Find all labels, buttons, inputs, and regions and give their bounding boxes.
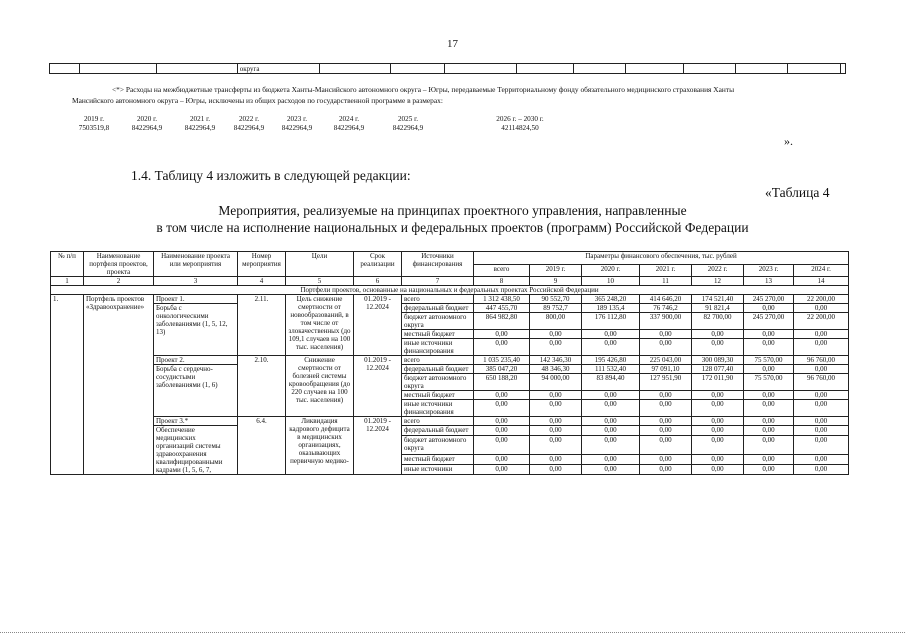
- funding-amount: 0,00: [474, 391, 530, 400]
- funding-amount: 176 112,80: [582, 313, 640, 330]
- project-name: Проект 1.: [154, 295, 238, 304]
- year-label: 2019 г.: [83, 115, 105, 123]
- funding-amount: 0,00: [474, 426, 530, 436]
- header-goals: Цели: [286, 252, 354, 277]
- funding-amount: 82 700,00: [692, 313, 744, 330]
- year-value-item: [72, 115, 116, 133]
- funding-amount: 0,00: [692, 330, 744, 339]
- year-value-item: [275, 115, 319, 133]
- header-params: Параметры финансового обеспечения, тыс. рублей: [474, 252, 849, 265]
- column-number: 8: [474, 277, 530, 286]
- column-number: 4: [238, 277, 286, 286]
- funding-amount: 0,00: [744, 391, 794, 400]
- column-number: 11: [640, 277, 692, 286]
- funding-amount: 0,00: [474, 339, 530, 356]
- funding-amount: 0,00: [640, 339, 692, 356]
- funding-amount: 0,00: [582, 391, 640, 400]
- funding-amount: 0,00: [744, 400, 794, 417]
- year-amount: 8422964,9: [333, 124, 365, 132]
- funding-amount: 0,00: [794, 426, 849, 436]
- measure-term: 01.2019 - 12.2024: [354, 295, 402, 356]
- funding-amount: 0,00: [744, 454, 794, 464]
- funding-amount: 245 270,00: [744, 295, 794, 304]
- funding-amount: 189 135,4: [582, 304, 640, 313]
- funding-source: иные источники финансирования: [402, 400, 474, 417]
- column-number: 12: [692, 277, 744, 286]
- funding-amount: 0,00: [530, 339, 582, 356]
- project-name: Проект 3.*: [154, 417, 238, 426]
- year-value-item: [227, 115, 271, 133]
- measure-term: 01.2019 - 12.2024: [354, 356, 402, 417]
- funding-amount: 89 752,7: [530, 304, 582, 313]
- funding-amount: 300 089,30: [692, 356, 744, 365]
- funding-amount: 365 248,20: [582, 295, 640, 304]
- funding-amount: 800,00: [530, 313, 582, 330]
- funding-amount: 864 982,80: [474, 313, 530, 330]
- row-number: 1.: [51, 295, 84, 475]
- funding-amount: 96 760,00: [794, 356, 849, 365]
- funding-amount: 0,00: [640, 436, 692, 455]
- header-sources: Источники финансирования: [402, 252, 474, 277]
- funding-amount: 0,00: [794, 436, 849, 455]
- funding-source: всего: [402, 295, 474, 304]
- funding-amount: 0,00: [794, 304, 849, 313]
- funding-amount: 0,00: [582, 464, 640, 474]
- funding-amount: 96 760,00: [794, 374, 849, 391]
- year-amount: 42114824,50: [501, 124, 539, 132]
- closing-quote: ».: [784, 134, 793, 148]
- funding-amount: 0,00: [530, 464, 582, 474]
- funding-source: федеральный бюджет: [402, 426, 474, 436]
- column-number-row: [51, 277, 849, 286]
- header-number: Номер мероприятия: [238, 252, 286, 277]
- funding-amount: 0,00: [794, 454, 849, 464]
- year-amount: 8422964,9: [281, 124, 313, 132]
- funding-amount: 0,00: [744, 304, 794, 313]
- finance-row: [51, 356, 849, 365]
- funding-amount: 0,00: [692, 400, 744, 417]
- funding-amount: 0,00: [692, 464, 744, 474]
- funding-amount: 0,00: [474, 436, 530, 455]
- year-amount: 8422964,9: [184, 124, 216, 132]
- year-label: 2026 г. – 2030 г.: [496, 115, 544, 123]
- funding-amount: 0,00: [692, 391, 744, 400]
- funding-amount: 0,00: [530, 417, 582, 426]
- table-title-line-2: в том числе на исполнение национальных и федеральных проектов (программ) Российской Федерации: [156, 220, 749, 235]
- funding-amount: 48 346,30: [530, 365, 582, 374]
- header-2024: 2024 г.: [794, 264, 849, 277]
- year-label: 2025 г.: [397, 115, 419, 123]
- funding-source: иные источники финансирования: [402, 339, 474, 356]
- funding-amount: 0,00: [744, 339, 794, 356]
- funding-amount: 0,00: [692, 454, 744, 464]
- funding-amount: 337 900,00: [640, 313, 692, 330]
- funding-amount: 447 455,70: [474, 304, 530, 313]
- funding-amount: 0,00: [582, 426, 640, 436]
- project-name: Проект 2.: [154, 356, 238, 365]
- column-number: 13: [744, 277, 794, 286]
- funding-amount: 0,00: [530, 426, 582, 436]
- funding-amount: 174 521,40: [692, 295, 744, 304]
- year-value-item: [125, 115, 169, 133]
- year-label: 2020 г.: [136, 115, 158, 123]
- finance-row: [51, 304, 849, 313]
- column-number: 7: [402, 277, 474, 286]
- funding-amount: 0,00: [582, 339, 640, 356]
- funding-amount: 0,00: [640, 400, 692, 417]
- funding-amount: 1 312 438,50: [474, 295, 530, 304]
- column-number: 14: [794, 277, 849, 286]
- table-title-line-1: Мероприятия, реализуемые на принципах проектного управления, направленные: [218, 203, 687, 218]
- header-term: Срок реализации: [354, 252, 402, 277]
- funding-amount: 0,00: [582, 454, 640, 464]
- footnote-line-2: Мансийского автономного округа – Югры, исключены из общих расходов по государственной программе в размерах:: [72, 96, 443, 105]
- column-number: 2: [84, 277, 154, 286]
- finance-row: [51, 426, 849, 436]
- funding-source: федеральный бюджет: [402, 304, 474, 313]
- funding-amount: 245 270,00: [744, 313, 794, 330]
- funding-amount: 0,00: [582, 436, 640, 455]
- funding-amount: 0,00: [744, 330, 794, 339]
- footnote: [72, 84, 842, 106]
- funding-amount: 0,00: [640, 464, 692, 474]
- funding-amount: 0,00: [794, 365, 849, 374]
- funding-amount: 0,00: [474, 417, 530, 426]
- measures-table: [50, 251, 849, 475]
- funding-amount: 0,00: [474, 454, 530, 464]
- funding-amount: 142 346,30: [530, 356, 582, 365]
- header-portfolio: Наименование портфеля проектов, проекта: [84, 252, 154, 277]
- funding-amount: 22 200,00: [794, 295, 849, 304]
- funding-amount: 172 011,90: [692, 374, 744, 391]
- measure-goal: Ликвидация кадрового дефицита в медицинских организациях, оказывающих первичную медико-: [286, 417, 354, 475]
- funding-amount: 0,00: [744, 365, 794, 374]
- funding-amount: 83 894,40: [582, 374, 640, 391]
- funding-amount: 1 035 235,40: [474, 356, 530, 365]
- funding-amount: 0,00: [744, 417, 794, 426]
- measure-term: 01.2019 - 12.2024: [354, 417, 402, 475]
- project-description: Борьба с сердечно-сосудистыми заболеваниями (1, 6): [154, 365, 238, 417]
- year-label: 2023 г.: [286, 115, 308, 123]
- funding-source: иные источники: [402, 464, 474, 474]
- funding-amount: 127 951,90: [640, 374, 692, 391]
- funding-amount: 0,00: [640, 391, 692, 400]
- measure-goal: Снижение смертности от болезней системы кровообращения (до 220 случаев на 100 тыс. населения): [286, 356, 354, 417]
- funding-source: бюджет автономного округа: [402, 436, 474, 455]
- measure-number: 2.11.: [238, 295, 286, 356]
- funding-amount: 0,00: [530, 454, 582, 464]
- funding-amount: 76 746,2: [640, 304, 692, 313]
- funding-amount: 0,00: [582, 417, 640, 426]
- header-total: всего: [474, 264, 530, 277]
- header-project: Наименование проекта или мероприятия: [154, 252, 238, 277]
- funding-amount: 0,00: [474, 464, 530, 474]
- measure-number: 2.10.: [238, 356, 286, 417]
- funding-amount: 75 570,00: [744, 356, 794, 365]
- measure-goal: Цель снижение смертности от новообразований, в том числе от злокачественных (до 109,1 случаев на 100 тыс. населения): [286, 295, 354, 356]
- portfolio-name: Портфель проектов «Здравоохранение»: [84, 295, 154, 475]
- funding-amount: 0,00: [794, 339, 849, 356]
- funding-amount: 0,00: [474, 400, 530, 417]
- funding-source: местный бюджет: [402, 391, 474, 400]
- funding-amount: 94 000,00: [530, 374, 582, 391]
- year-value-item: [378, 115, 438, 133]
- funding-amount: 650 188,20: [474, 374, 530, 391]
- bottom-edge-line: [0, 632, 905, 633]
- funding-source: бюджет автономного округа: [402, 374, 474, 391]
- funding-amount: 414 646,20: [640, 295, 692, 304]
- funding-amount: 0,00: [794, 400, 849, 417]
- funding-amount: 0,00: [582, 400, 640, 417]
- year-label: 2024 г.: [338, 115, 360, 123]
- funding-amount: 0,00: [744, 426, 794, 436]
- funding-amount: 0,00: [640, 454, 692, 464]
- funding-amount: 90 552,70: [530, 295, 582, 304]
- table-reference: «Таблица 4: [765, 185, 830, 200]
- finance-row: [51, 417, 849, 426]
- year-label: 2022 г.: [238, 115, 260, 123]
- year-label: 2021 г.: [189, 115, 211, 123]
- column-number: 9: [530, 277, 582, 286]
- funding-amount: 0,00: [744, 464, 794, 474]
- header-2020: 2020 г.: [582, 264, 640, 277]
- finance-row: [51, 295, 849, 304]
- funding-amount: 91 821,4: [692, 304, 744, 313]
- funding-amount: 0,00: [640, 426, 692, 436]
- funding-amount: 0,00: [692, 417, 744, 426]
- year-amount: 7503519,8: [78, 124, 110, 132]
- section-title: Портфели проектов, основанные на национальных и федеральных проектах Российской Федерации: [51, 286, 849, 295]
- column-number: 6: [354, 277, 402, 286]
- funding-amount: 0,00: [692, 339, 744, 356]
- footnote-line-1: <*> Расходы на межбюджетные трансферты из бюджета Ханты-Мансийского автономного округа – Югры, передаваемые Территориальному фонду обязательного медицинского страхования Ханты: [112, 85, 735, 94]
- year-amount: 8422964,9: [233, 124, 265, 132]
- funding-amount: 97 091,10: [640, 365, 692, 374]
- funding-source: всего: [402, 417, 474, 426]
- funding-amount: 0,00: [474, 330, 530, 339]
- year-amount: 8422964,9: [392, 124, 424, 132]
- funding-amount: 385 047,20: [474, 365, 530, 374]
- funding-source: всего: [402, 356, 474, 365]
- funding-amount: 195 426,80: [582, 356, 640, 365]
- header-2023: 2023 г.: [744, 264, 794, 277]
- funding-amount: 0,00: [692, 436, 744, 455]
- header-n: № п/п: [51, 252, 84, 277]
- funding-amount: 225 043,00: [640, 356, 692, 365]
- measure-number: 6.4.: [238, 417, 286, 475]
- header-row: [51, 252, 849, 265]
- funding-amount: 0,00: [794, 391, 849, 400]
- header-2019: 2019 г.: [530, 264, 582, 277]
- funding-amount: 0,00: [530, 436, 582, 455]
- funding-amount: 0,00: [640, 417, 692, 426]
- year-amount: 8422964,9: [131, 124, 163, 132]
- section-row: [51, 286, 849, 295]
- funding-source: местный бюджет: [402, 330, 474, 339]
- column-number: 5: [286, 277, 354, 286]
- funding-amount: 0,00: [530, 330, 582, 339]
- top-row-cell: округа: [237, 64, 319, 74]
- funding-amount: 128 077,40: [692, 365, 744, 374]
- funding-amount: 75 570,00: [744, 374, 794, 391]
- funding-amount: 0,00: [640, 330, 692, 339]
- header-2022: 2022 г.: [692, 264, 744, 277]
- table-title: [0, 202, 905, 236]
- column-number: 1: [51, 277, 84, 286]
- project-description: Обеспечение медицинских организаций системы здравоохранения квалифицированными кадрами (1, 5, 6, 7,: [154, 426, 238, 475]
- funding-amount: 22 200,00: [794, 313, 849, 330]
- year-value-item: [327, 115, 371, 133]
- finance-row: [51, 365, 849, 374]
- header-2021: 2021 г.: [640, 264, 692, 277]
- funding-amount: 0,00: [530, 391, 582, 400]
- funding-amount: 0,00: [794, 464, 849, 474]
- section-heading: 1.4. Таблицу 4 изложить в следующей редакции:: [131, 168, 411, 183]
- year-value-item: [470, 115, 570, 133]
- funding-amount: 0,00: [794, 330, 849, 339]
- project-description: Борьба с онкологическими заболеваниями (1, 5, 12, 13): [154, 304, 238, 356]
- funding-amount: 0,00: [794, 417, 849, 426]
- funding-source: бюджет автономного округа: [402, 313, 474, 330]
- column-number: 3: [154, 277, 238, 286]
- funding-amount: 0,00: [530, 400, 582, 417]
- funding-source: местный бюджет: [402, 454, 474, 464]
- year-value-item: [178, 115, 222, 133]
- funding-source: федеральный бюджет: [402, 365, 474, 374]
- funding-amount: 111 532,40: [582, 365, 640, 374]
- funding-amount: 0,00: [582, 330, 640, 339]
- funding-amount: 0,00: [744, 436, 794, 455]
- funding-amount: 0,00: [692, 426, 744, 436]
- previous-table-tail: [49, 63, 846, 74]
- column-number: 10: [582, 277, 640, 286]
- page-number: 17: [447, 38, 458, 50]
